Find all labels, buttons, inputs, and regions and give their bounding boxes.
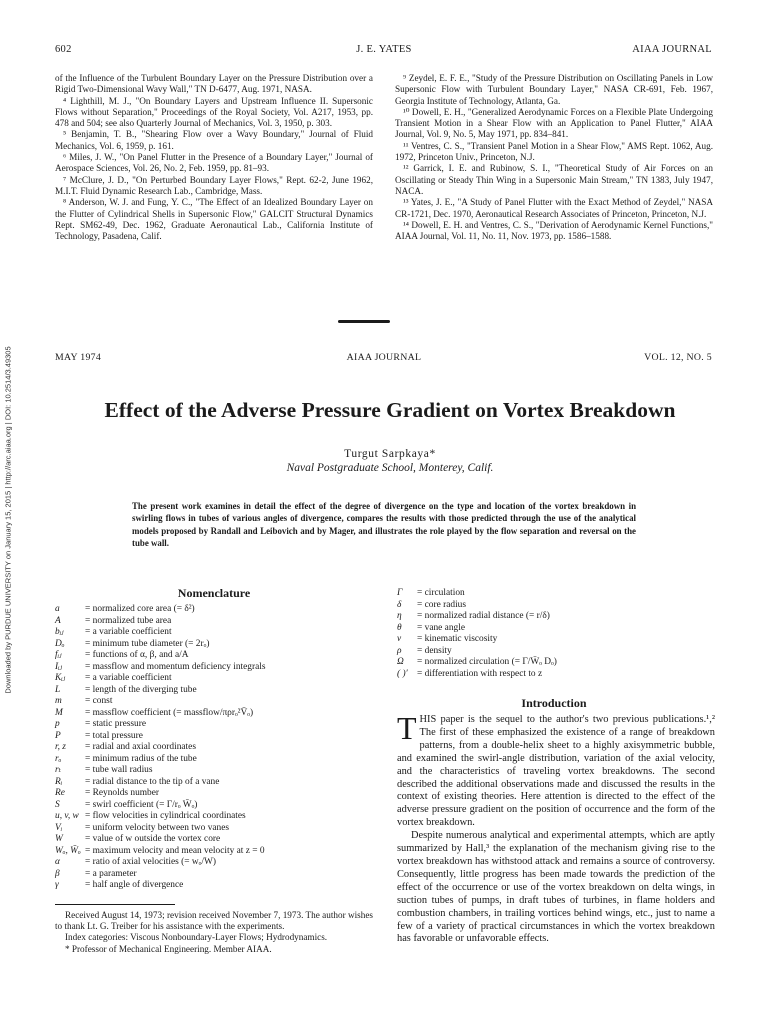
nomenclature-definition: = length of the diverging tube xyxy=(85,684,197,695)
reference-item: ⁵ Benjamin, T. B., "Shearing Flow over a Wavy Boundary," Journal of Fluid Mechanics, Vol. 6, 1959, p. 161. xyxy=(55,129,373,151)
article-title: Effect of the Adverse Pressure Gradient on Vortex Breakdown xyxy=(104,398,676,422)
nomenclature-definition: = const xyxy=(85,696,113,706)
nomenclature-definition: = swirl coefficient (= Γ/rₒ W̄ₒ) xyxy=(85,799,198,810)
reference-item: ¹² Garrick, I. E. and Rubinow, S. I., "Theoretical Study of Air Forces on an Oscillating or Steady Thin Wing in a Supersonic Main Stream," TN 1383, July 1947, NACA. xyxy=(395,163,713,196)
nomenclature-row xyxy=(55,742,375,754)
nomenclature-definition: = minimum tube diameter (= 2rₒ) xyxy=(85,638,210,649)
nomenclature-symbol: p xyxy=(55,719,60,729)
nomenclature-symbol: Ω xyxy=(397,657,404,667)
nomenclature-definition: = normalized tube area xyxy=(85,615,172,626)
running-journal: AIAA JOURNAL xyxy=(632,44,712,55)
nomenclature-symbol: m xyxy=(55,696,62,706)
nomenclature-definition: = kinematic viscosity xyxy=(417,634,498,644)
author-name: Turgut Sarpkaya* xyxy=(344,448,436,460)
abstract: The present work examines in detail the effect of the degree of divergence on the type and location of the vortex breakdown in swirling flows in tubes of various angles of divergence, compares the results with those predicted through the use of the analytical models proposed by Randall and Leibovich and by Mager, and illustrates the role played by the flow separation and reversal on the tube wall. xyxy=(132,501,636,548)
intro-paragraph: Despite numerous analytical and experimental attempts, which are aptly summarized by Hall,³ the explanation of the mechanism giving rise to the vortex breakdown has withstood attack and remains a source of controversy. Consequently, little progress has been made towards the prediction of the effect of the occurrence or use of the vortex breakdown on delta wings, in suction tubes of pumps, in draft tubes of turbines, in flame holders and combustion chambers, in trailing vortices behind wings, etc., just to name a few of a variety of practical circumstances in which the vortex breakdown has favorable or unfavorable effects. xyxy=(397,830,715,945)
download-stamp-text: Downloaded by PURDUE UNIVERSITY on January 15, 2015 | http://arc.aiaa.org | DOI: 10.2514/3.49305 xyxy=(3,346,13,694)
footnote: * Professor of Mechanical Engineering. Member AIAA. xyxy=(65,943,272,954)
nomenclature-row xyxy=(55,765,375,777)
nomenclature-symbol: Dₒ xyxy=(55,638,65,649)
intro-paragraph: HIS paper is the sequel to the author's two previous publications.¹,² The first of these emphasized the existence of a range of breakdown patterns, from a double-helix sheet to a highly axisymmetric bubble, and examined the swirl-angle distribution, variation of the axial velocity, and the characteristics of traveling vortex breakdowns. The second described the additional observations made and discussed the results in the context of existing theories. Here attention is directed to the effect of the adverse pressure gradient on the position of occurrence and the form of the vortex breakdown. xyxy=(397,714,715,829)
nomenclature-definition: = circulation xyxy=(417,588,465,598)
nomenclature-left xyxy=(55,604,375,892)
nomenclature-symbol: M xyxy=(55,707,63,718)
nomenclature-row xyxy=(55,662,375,674)
nomenclature-definition: = tube wall radius xyxy=(85,765,153,775)
reference-item: ⁸ Anderson, W. J. and Fung, Y. C., "The Effect of an Idealized Boundary Layer on the Flutter of Cylindrical Shells in Supersonic Flow," GALCIT Structural Dynamics Rept. SM62-49, Dec. 1962, Graduate Aeronautical Lab., California Institute of Technology, Pasadena, Calif. xyxy=(55,197,373,242)
nomenclature-definition: = massflow and momentum deficiency integrals xyxy=(85,661,266,672)
nomenclature-symbol: α xyxy=(55,857,60,867)
nomenclature-symbol: Wₒ, W̄ₒ xyxy=(55,845,81,856)
nomenclature-right xyxy=(397,588,713,680)
nomenclature-row xyxy=(397,623,713,635)
nomenclature-symbol: u, v, w xyxy=(55,811,79,821)
nomenclature-symbol: Re xyxy=(55,788,65,798)
nomenclature-definition: = density xyxy=(417,645,452,656)
footnotes xyxy=(55,910,373,955)
nomenclature-symbol: r, z xyxy=(55,742,66,752)
footnote: Index categories: Viscous Nonboundary-Layer Flows; Hydrodynamics. xyxy=(65,932,328,943)
reference-item: of the Influence of the Turbulent Boundary Layer on the Pressure Distribution over a Rigid Two-Dimensional Wavy Wall," TN D-6477, Aug. 1971, NASA. xyxy=(55,73,373,95)
nomenclature-row xyxy=(55,696,375,708)
nomenclature-row xyxy=(55,616,375,628)
nomenclature-row xyxy=(55,834,375,846)
nomenclature-row xyxy=(55,846,375,858)
nomenclature-symbol: Γ xyxy=(397,588,403,598)
nomenclature-heading: Nomenclature xyxy=(177,586,251,600)
nomenclature-definition: = uniform velocity between two vanes xyxy=(85,822,230,833)
nomenclature-definition: = maximum velocity and mean velocity at z = 0 xyxy=(85,845,265,856)
nomenclature-definition: = functions of α, β, and a/A xyxy=(85,650,189,660)
nomenclature-row xyxy=(55,823,375,835)
nomenclature-row xyxy=(55,685,375,697)
nomenclature-row xyxy=(397,611,713,623)
nomenclature-row xyxy=(55,604,375,616)
nomenclature-row xyxy=(397,600,713,612)
nomenclature-row xyxy=(55,650,375,662)
nomenclature-symbol: rₒ xyxy=(55,753,62,764)
drop-cap: T xyxy=(397,710,417,746)
nomenclature-row xyxy=(397,588,713,600)
nomenclature-symbol: Iᵢⱼ xyxy=(55,661,63,672)
running-author: J. E. YATES xyxy=(356,44,412,55)
nomenclature-definition: = normalized radial distance (= r/δ) xyxy=(417,611,550,621)
nomenclature-symbol: rₜ xyxy=(55,765,61,775)
nomenclature-definition: = minimum radius of the tube xyxy=(85,753,197,764)
nomenclature-definition: = half angle of divergence xyxy=(85,880,184,890)
nomenclature-symbol: β xyxy=(55,868,60,879)
nomenclature-row xyxy=(55,719,375,731)
introduction-body xyxy=(397,710,715,946)
nomenclature-row xyxy=(397,646,713,658)
nomenclature-definition: = radial and axial coordinates xyxy=(85,742,196,752)
nomenclature-definition: = value of w outside the vortex core xyxy=(85,834,221,844)
reference-item: ⁶ Miles, J. W., "On Panel Flutter in the Presence of a Boundary Layer," Journal of Aerospace Sciences, Vol. 26, No. 2, Feb. 1959, pp. 81–93. xyxy=(55,152,373,174)
reference-item: ¹⁰ Dowell, E. H., "Generalized Aerodynamic Forces on a Flexible Plate Undergoing Transient Motion in a Shear Flow with an Application to Panel Flutter," AIAA Journal, Vol. 9, No. 5, May 1971, pp. 834–841. xyxy=(395,106,713,140)
nomenclature-definition: = core radius xyxy=(417,599,467,610)
download-stamp xyxy=(2,330,14,710)
nomenclature-row xyxy=(397,634,713,646)
nomenclature-symbol: Vᵢ xyxy=(55,822,63,833)
nomenclature-definition: = normalized core area (= δ²) xyxy=(85,604,195,614)
nomenclature-definition: = static pressure xyxy=(85,719,146,729)
nomenclature-symbol: W xyxy=(55,834,63,844)
references-left xyxy=(55,73,373,242)
nomenclature-symbol: fᵢⱼ xyxy=(55,650,62,660)
nomenclature-row xyxy=(397,669,713,681)
nomenclature-symbol: ν xyxy=(397,634,402,644)
journal-name: AIAA JOURNAL xyxy=(346,352,422,363)
reference-item: ⁴ Lighthill, M. J., "On Boundary Layers and Upstream Influence II. Supersonic Flows without Separation," Proceedings of the Royal Society, Vol. A217, 1953, pp. 478 and 504; see also Quarterly Journal of Mechanics, Vol. 3, 1950, p. 303. xyxy=(55,95,373,129)
nomenclature-row xyxy=(55,708,375,720)
reference-item: ⁷ McClure, J. D., "On Perturbed Boundary Layer Flows," Rept. 62-2, June 1962, M.I.T. Fluid Dynamic Research Lab., Cambridge, Mass. xyxy=(55,174,373,196)
footnote-rule xyxy=(55,904,175,905)
nomenclature-symbol: Kᵢⱼ xyxy=(55,673,66,683)
nomenclature-symbol: Rᵢ xyxy=(55,776,63,787)
section-divider xyxy=(338,320,390,323)
nomenclature-symbol: ( )′ xyxy=(397,668,408,679)
nomenclature-definition: = vane angle xyxy=(417,622,465,633)
issue-date: MAY 1974 xyxy=(55,352,102,363)
nomenclature-row xyxy=(55,754,375,766)
nomenclature-row xyxy=(55,880,375,892)
nomenclature-row xyxy=(55,788,375,800)
nomenclature-row xyxy=(55,639,375,651)
nomenclature-symbol: A xyxy=(55,615,61,626)
nomenclature-symbol: L xyxy=(55,684,61,695)
nomenclature-symbol: δ xyxy=(397,599,402,610)
nomenclature-symbol: γ xyxy=(55,880,59,890)
reference-item: ¹¹ Ventres, C. S., "Transient Panel Motion in a Shear Flow," AMS Rept. 1062, Aug. 1972, Princeton Univ., Princeton, N.J. xyxy=(395,140,713,163)
nomenclature-definition: = a parameter xyxy=(85,868,137,879)
reference-item: ¹⁴ Dowell, E. H. and Ventres, C. S., "Derivation of Aerodynamic Kernel Functions," AIAA Journal, Vol. 11, No. 11, Nov. 1973, pp. 1586–1588. xyxy=(395,219,713,242)
nomenclature-row xyxy=(397,657,713,669)
nomenclature-definition: = radial distance to the tip of a vane xyxy=(85,776,220,787)
nomenclature-symbol: S xyxy=(55,799,60,810)
nomenclature-symbol: P xyxy=(55,730,61,741)
nomenclature-symbol: bᵢⱼ xyxy=(55,627,64,637)
nomenclature-symbol: ρ xyxy=(397,645,402,656)
references-right xyxy=(395,73,713,242)
footnote: Received August 14, 1973; revision received November 7, 1973. The author wishes to thank Lt. G. Treiber for his assistance with the experiments. xyxy=(55,910,373,932)
nomenclature-definition: = total pressure xyxy=(85,730,143,741)
reference-item: ¹³ Yates, J. E., "A Study of Panel Flutter with the Exact Method of Zeydel," NASA CR-1721, Dec. 1970, Aeronautical Research Associates of Princeton, Princeton, N.J. xyxy=(395,197,713,219)
nomenclature-symbol: a xyxy=(55,604,60,614)
nomenclature-row xyxy=(55,800,375,812)
nomenclature-definition: = normalized circulation (= Γ/W̄ₒ Dₒ) xyxy=(417,657,557,667)
nomenclature-definition: = massflow coefficient (= massflow/πρrₒ²V̄ₒ) xyxy=(85,707,254,718)
nomenclature-symbol: θ xyxy=(397,622,402,633)
reference-item: ⁹ Zeydel, E. F. E., "Study of the Pressure Distribution on Oscillating Panels in Low Supersonic Flow with Turbulent Boundary Layer," NASA CR-691, Feb. 1967, Georgia Institute of Technology, Atlanta, Ga. xyxy=(395,73,713,106)
author-affiliation: Naval Postgraduate School, Monterey, Calif. xyxy=(286,462,494,474)
nomenclature-definition: = differentiation with respect to z xyxy=(417,668,543,679)
nomenclature-row xyxy=(55,627,375,639)
nomenclature-definition: = a variable coefficient xyxy=(85,673,172,683)
introduction-heading: Introduction xyxy=(521,696,587,710)
nomenclature-row xyxy=(55,731,375,743)
nomenclature-row xyxy=(55,857,375,869)
nomenclature-definition: = flow velocities in cylindrical coordinates xyxy=(85,811,246,821)
nomenclature-symbol: η xyxy=(397,611,402,621)
nomenclature-row xyxy=(55,777,375,789)
nomenclature-row xyxy=(55,811,375,823)
nomenclature-definition: = Reynolds number xyxy=(85,788,160,798)
nomenclature-definition: = ratio of axial velocities (= wₒ/W) xyxy=(85,857,216,867)
volume-info: VOL. 12, NO. 5 xyxy=(644,352,712,363)
nomenclature-row xyxy=(55,869,375,881)
page-number: 602 xyxy=(55,44,72,55)
nomenclature-definition: = a variable coefficient xyxy=(85,627,172,637)
nomenclature-row xyxy=(55,673,375,685)
